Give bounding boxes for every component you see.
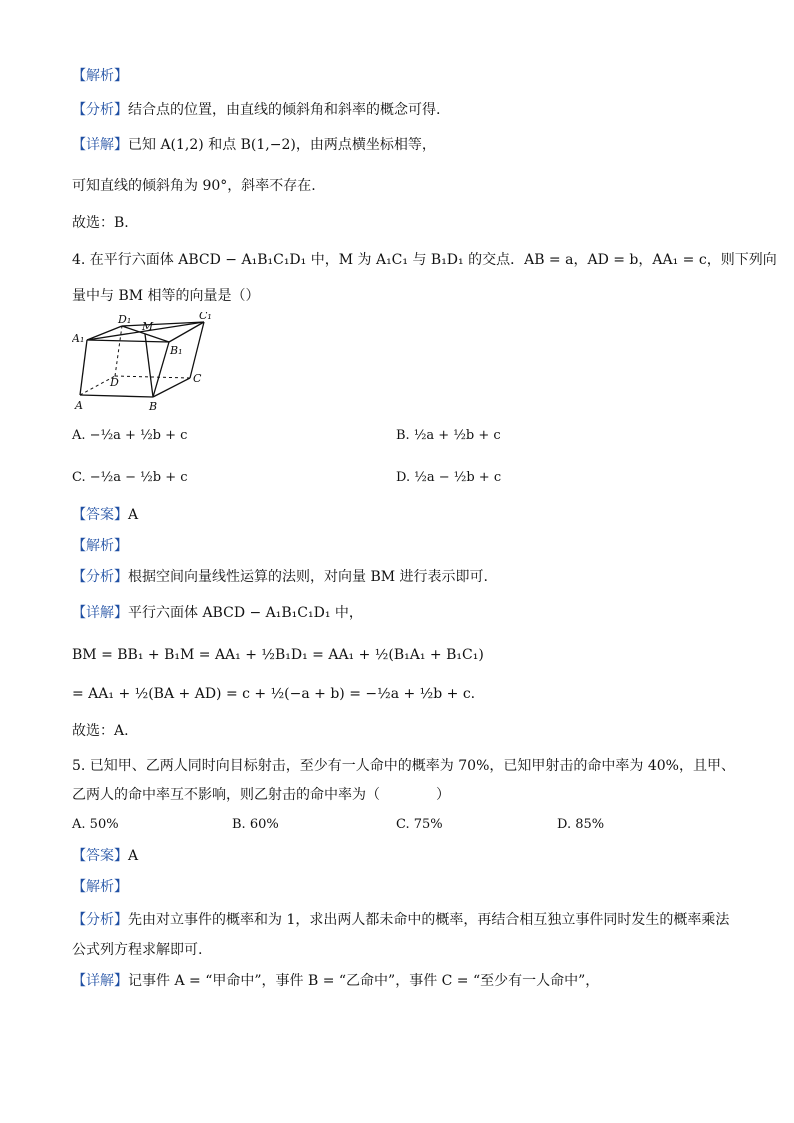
q5-fenxi-tag: 【分析】 (72, 912, 128, 928)
q4-answer (72, 505, 138, 525)
q5-xiangjie-text: 记事件 A = “甲命中”，事件 B = “乙命中”，事件 C = “至少有一人命中”， (128, 973, 600, 989)
q5-answer-tag: 【答案】 (72, 848, 128, 864)
q5-option-c-text: 75% (413, 817, 443, 832)
q4-xiangjie-tag: 【详解】 (72, 605, 128, 621)
q4-fenxi-text: 根据空间向量线性运算的法则，对向量 BM 进行表示即可. (128, 569, 488, 585)
q4-choose: 故选：A. (72, 723, 129, 739)
q5-option-a-text: 50% (89, 817, 119, 832)
q4-option-c-letter: C. (72, 470, 86, 485)
q5-answer-value: A (128, 848, 139, 864)
q4-stem-line2: 量中与 BM 相等的向量是（） (72, 288, 260, 304)
q5-option-b-letter: B. (232, 817, 246, 832)
q4-equation-1: BM = BB₁ + B₁M = AA₁ + ½B₁D₁ = AA₁ + ½(B₁A₁ + B₁C₁) (72, 647, 484, 663)
label-D1: D₁ (118, 313, 132, 326)
q4-option-c (72, 468, 188, 488)
s3-xiangjie-text: 已知 A(1,2) 和点 B(1,−2)，由两点横坐标相等， (128, 137, 436, 153)
q4-stem-line1: 4. 在平行六面体 ABCD − A₁B₁C₁D₁ 中，M 为 A₁C₁ 与 B₁D₁ 的交点．AB = a，AD = b，AA₁ = c，则下列向 (72, 252, 777, 268)
q4-jiexi-label: 【解析】 (72, 538, 128, 554)
s3-fenxi-tag: 【分析】 (72, 102, 128, 118)
label-B: B (149, 400, 158, 412)
q4-option-b-text: ½a + ½b + c (413, 428, 501, 443)
s3-xiangjie (72, 135, 436, 155)
q5-stem-line1: 5. 已知甲、乙两人同时向目标射击，至少有一人命中的概率为 70%，已知甲射击的命中率为 40%，且甲、 (72, 758, 735, 774)
s3-xiangjie-tag: 【详解】 (72, 137, 128, 153)
q4-option-b (396, 426, 501, 446)
q4-option-d-letter: D. (396, 470, 411, 485)
q5-option-b (232, 815, 279, 835)
label-B1: B₁ (170, 344, 183, 357)
q5-option-a-letter: A. (72, 817, 86, 832)
s3-jiexi-label: 【解析】 (72, 68, 128, 84)
q5-option-d-letter: D. (557, 817, 572, 832)
s3-conclusion: 可知直线的倾斜角为 90°，斜率不存在. (72, 178, 316, 194)
q5-xiangjie-tag: 【详解】 (72, 973, 128, 989)
q5-jiexi-label: 【解析】 (72, 879, 128, 895)
label-A1: A₁ (72, 332, 85, 345)
q4-option-a-letter: A. (72, 428, 86, 443)
q5-option-d (557, 815, 604, 835)
q4-answer-value: A (128, 507, 139, 523)
q4-answer-tag: 【答案】 (72, 507, 128, 523)
q4-xiangjie-text: 平行六面体 ABCD − A₁B₁C₁D₁ 中， (128, 605, 363, 621)
q5-fenxi-line1 (72, 910, 729, 930)
label-C: C (193, 372, 202, 385)
s3-answer: 故选：B. (72, 215, 129, 231)
label-A: A (75, 399, 83, 412)
parallelepiped-figure (72, 312, 222, 412)
q5-option-b-text: 60% (249, 817, 279, 832)
q5-fenxi-line2: 公式列方程求解即可. (72, 942, 203, 958)
q5-option-c-letter: C. (396, 817, 410, 832)
q5-fenxi-text-1: 先由对立事件的概率和为 1，求出两人都未命中的概率，再结合相互独立事件同时发生的概率乘法 (128, 912, 730, 928)
s3-fenxi-text: 结合点的位置，由直线的倾斜角和斜率的概念可得. (128, 102, 441, 118)
q4-equation-2: = AA₁ + ½(BA + AD) = c + ½(−a + b) = −½a + ½b + c. (72, 686, 476, 702)
q5-answer (72, 846, 138, 866)
q5-option-a (72, 815, 119, 835)
q5-xiangjie (72, 971, 599, 991)
q5-stem-line2: 乙两人的命中率互不影响，则乙射击的命中率为（ ） (72, 787, 450, 803)
s3-fenxi (72, 100, 440, 120)
label-C1: C₁ (199, 312, 212, 322)
q4-option-b-letter: B. (396, 428, 410, 443)
q4-option-c-text: −½a − ½b + c (89, 470, 188, 485)
q4-xiangjie (72, 603, 363, 623)
q4-fenxi-tag: 【分析】 (72, 569, 128, 585)
q4-option-d-text: ½a − ½b + c (414, 470, 502, 485)
q5-option-c (396, 815, 443, 835)
q5-option-d-text: 85% (575, 817, 605, 832)
q4-option-a-text: −½a + ½b + c (89, 428, 188, 443)
q4-option-d (396, 468, 501, 488)
q4-fenxi (72, 567, 488, 587)
label-M: M (142, 320, 154, 333)
label-D: D (110, 376, 119, 389)
q4-option-a (72, 426, 187, 446)
